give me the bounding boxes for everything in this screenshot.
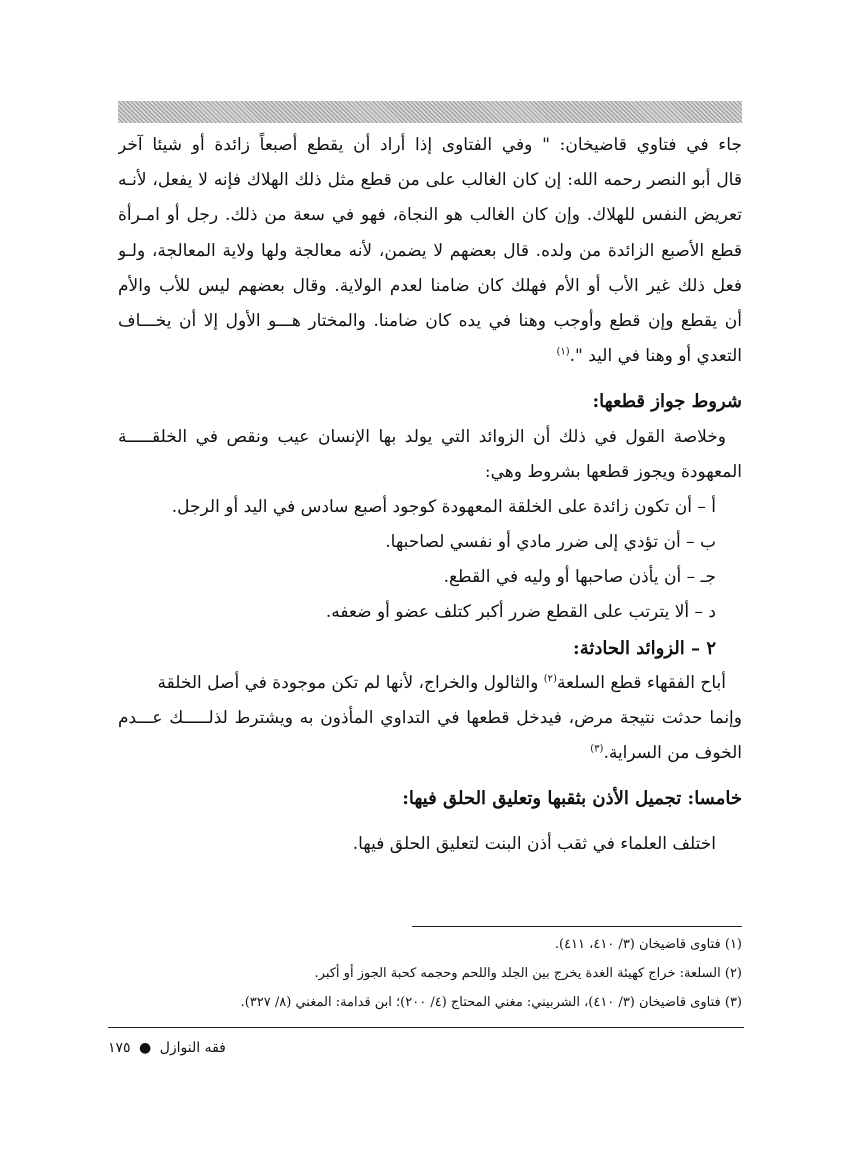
text-line: جاء في فتاوي قاضيخان: " وفي الفتاوى إذا أراد أن يقطع أصبعاً زائدة أو شيئا آخر (118, 135, 742, 155)
condition-item: ب – أن تؤدي إلى ضرر مادي أو نفسي لصاحبها. (385, 532, 716, 553)
text-line: وخلاصة القول في ذلك أن الزوائد التي يولد بها الإنسان عيب ونقص في الخلقـــــة (118, 426, 726, 447)
heading-title: تجميل الأذن بثقبها وتعليق الحلق فيها: (402, 788, 682, 810)
heading-number: خامسا: (681, 788, 742, 810)
page-footer-rule (108, 1027, 744, 1028)
bullet-icon: ● (139, 1040, 152, 1056)
text-line: فعل ذلك غير الأب أو الأم فهلك كان ضامنا لعدم الولاية. وقال بعضهم ليس للأب والأم (118, 275, 742, 296)
text-line: وإنما حدثت نتيجة مرض، فيدخل قطعها في التداوي المأذون به ويشترط لذلـــــك عـــدم (118, 708, 742, 728)
footnote-ref-1: (١) (556, 346, 570, 358)
footnote-list (118, 930, 742, 1017)
text-line: قال أبو النصر رحمه الله: إن كان الغالب على من قطع مثل ذلك الهلاك فإنه لا يفعل، لأنـه (118, 170, 742, 191)
text-part: والثالول والخراج، لأنها لم تكن موجودة في أصل الخلقة (157, 672, 544, 693)
footnote-divider (412, 926, 742, 927)
footnote-ref-3: (٣) (590, 743, 604, 755)
footnote-2: (٢) السلعة: خراج كهيئة الغدة يخرج بين الجلد واللحم وحجمه كحبة الجوز أو أكبر. (314, 966, 742, 981)
footnote-ref-2: (٢) (543, 673, 557, 685)
section-heading-conditions: شروط جواز قطعها: (592, 391, 742, 413)
text-line: قطع الأصبع الزائدة من ولده. قال بعضهم لا يضمن، لأنه معالجة ولها ولاية المعالجة، ولـو (118, 240, 742, 261)
condition-item: أ – أن تكون زائدة على الخلقة المعهودة كوجود أصبع سادس في اليد أو الرجل. (171, 496, 716, 517)
text-line (118, 736, 742, 771)
text-part: الخوف من السراية. (603, 743, 742, 764)
text-line (118, 339, 742, 374)
footnote-1: (١) فتاوى قاضيخان (٣/ ٤١٠، ٤١١). (554, 937, 742, 952)
section-heading-ear (118, 781, 742, 816)
text-line (118, 666, 742, 701)
text-line: اختلف العلماء في ثقب أذن البنت لتعليق الحلق فيها. (352, 833, 716, 854)
book-title: فقه النوازل (159, 1040, 226, 1056)
quote-end: التعدي أو وهنا في اليد ". (569, 346, 742, 367)
section-heading-acquired: ٢ – الزوائد الحادثة: (573, 637, 716, 659)
footnote-3: (٣) فتاوى قاضيخان (٣/ ٤١٠)، الشربيني: مغني المحتاج (٤/ ٢٠٠)؛ ابن قدامة: المغني (٨/ ٣٢٧). (240, 995, 742, 1010)
page-body (118, 128, 742, 862)
header-band (118, 101, 742, 123)
text-line: أن يقطع وإن قطع وأوجب وهنا في يده كان ضامنا. والمختار هـــو الأول إلا أن يخـــاف (118, 310, 742, 331)
page-number: ١٧٥ (108, 1040, 131, 1056)
text-line: تعريض النفس للهلاك. وإن كان الغالب هو النجاة، فهو في سعة من ذلك. رجل أو امـرأة (118, 205, 742, 226)
condition-item: د – ألا يترتب على القطع ضرر أكبر كتلف عضو أو ضعفه. (325, 602, 716, 623)
page-footer (108, 1040, 368, 1056)
text-line: المعهودة ويجوز قطعها بشروط وهي: (484, 461, 742, 482)
condition-item: جـ – أن يأذن صاحبها أو وليه في القطع. (443, 567, 716, 588)
text-part: أباح الفقهاء قطع السلعة (556, 672, 726, 693)
